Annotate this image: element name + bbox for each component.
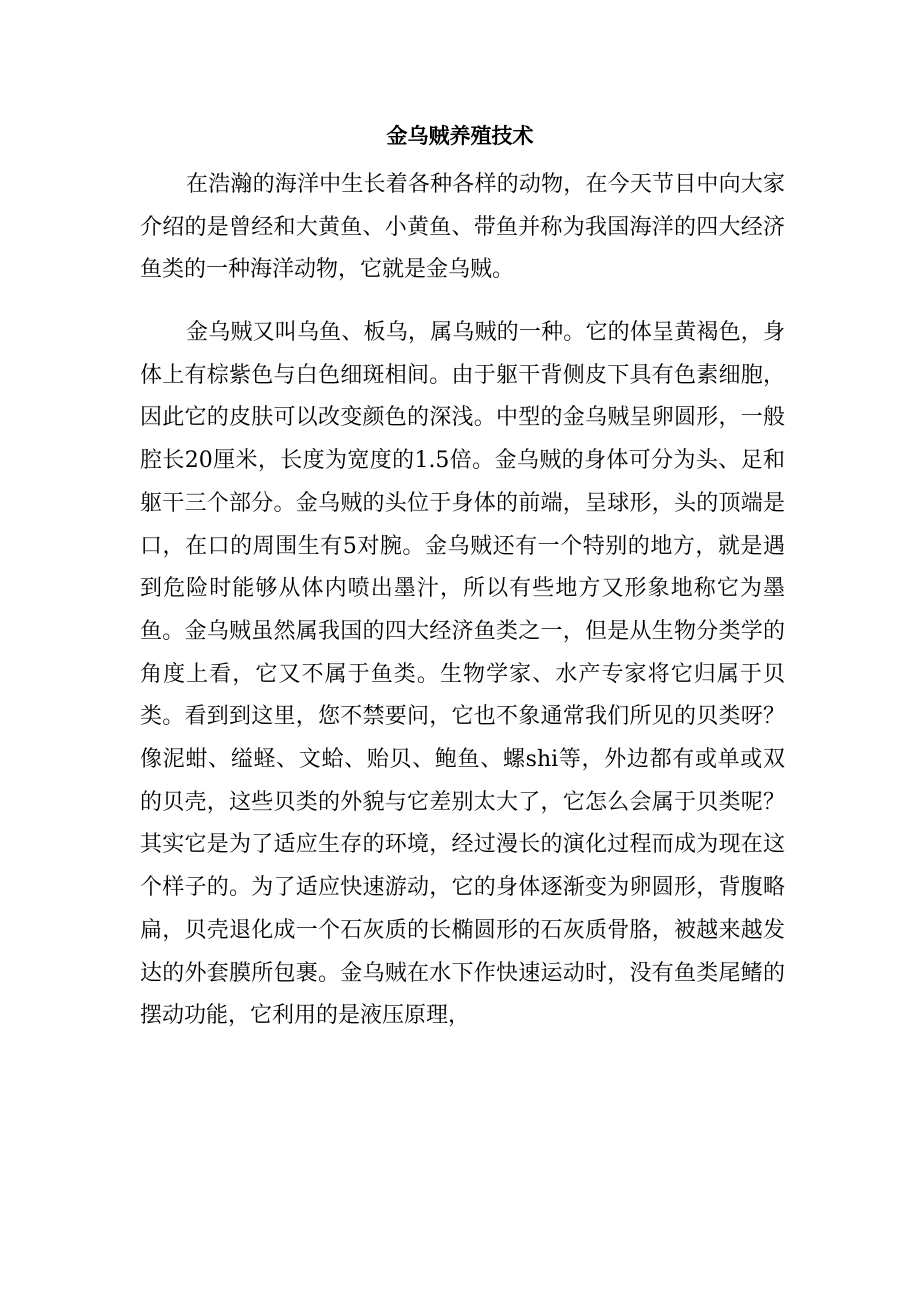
paragraph-intro: 在浩瀚的海洋中生长着各种各样的动物，在今天节目中向大家介绍的是曾经和大黄鱼、小黄鱼、带鱼并称为我国海洋的四大经济鱼类的一种海洋动物，它就是金乌贼。 <box>140 172 785 283</box>
document-title: 金乌贼养殖技术 <box>386 123 534 148</box>
paragraph-description: 金乌贼又叫乌鱼、板乌，属乌贼的一种。它的体呈黄褐色，身体上有棕紫色与白色细斑相间。由于躯干背侧皮下具有色素细胞，因此它的皮肤可以改变颜色的深浅。中型的金乌贼呈卵圆形，一般腔长20厘米，长度为宽度的1.5倍。金乌贼的身体可分为头、足和躯干三个部分。金乌贼的头位于身体的前端，呈球形，头的顶端是口，在口的周围生有5对腕。金乌贼还有一个特别的地方，就是遇到危险时能够从体内喷出墨汁，所以有些地方又形象地称它为墨鱼。金乌贼虽然属我国的四大经济鱼类之一，但是从生物分类学的角度上看，它又不属于鱼类。生物学家、水产专家将它归属于贝类。看到到这里，您不禁要问，它也不象通常我们所见的贝类呀？像泥蚶、缢蛏、文蛤、贻贝、鲍鱼、螺shi等，外边都有或单或双的贝壳，这些贝类的外貌与它差别太大了，它怎么会属于贝类呢？其实它是为了适应生存的环境，经过漫长的演化过程而成为现在这个样子的。为了适应快速游动，它的身体逐渐变为卵圆形，背腹略扁，贝壳退化成一个石灰质的长椭圆形的石灰质骨胳，被越来越发达的外套膜所包裹。金乌贼在水下作快速运动时，没有鱼类尾鳍的摆动功能，它利用的是液压原理， <box>140 320 785 1029</box>
